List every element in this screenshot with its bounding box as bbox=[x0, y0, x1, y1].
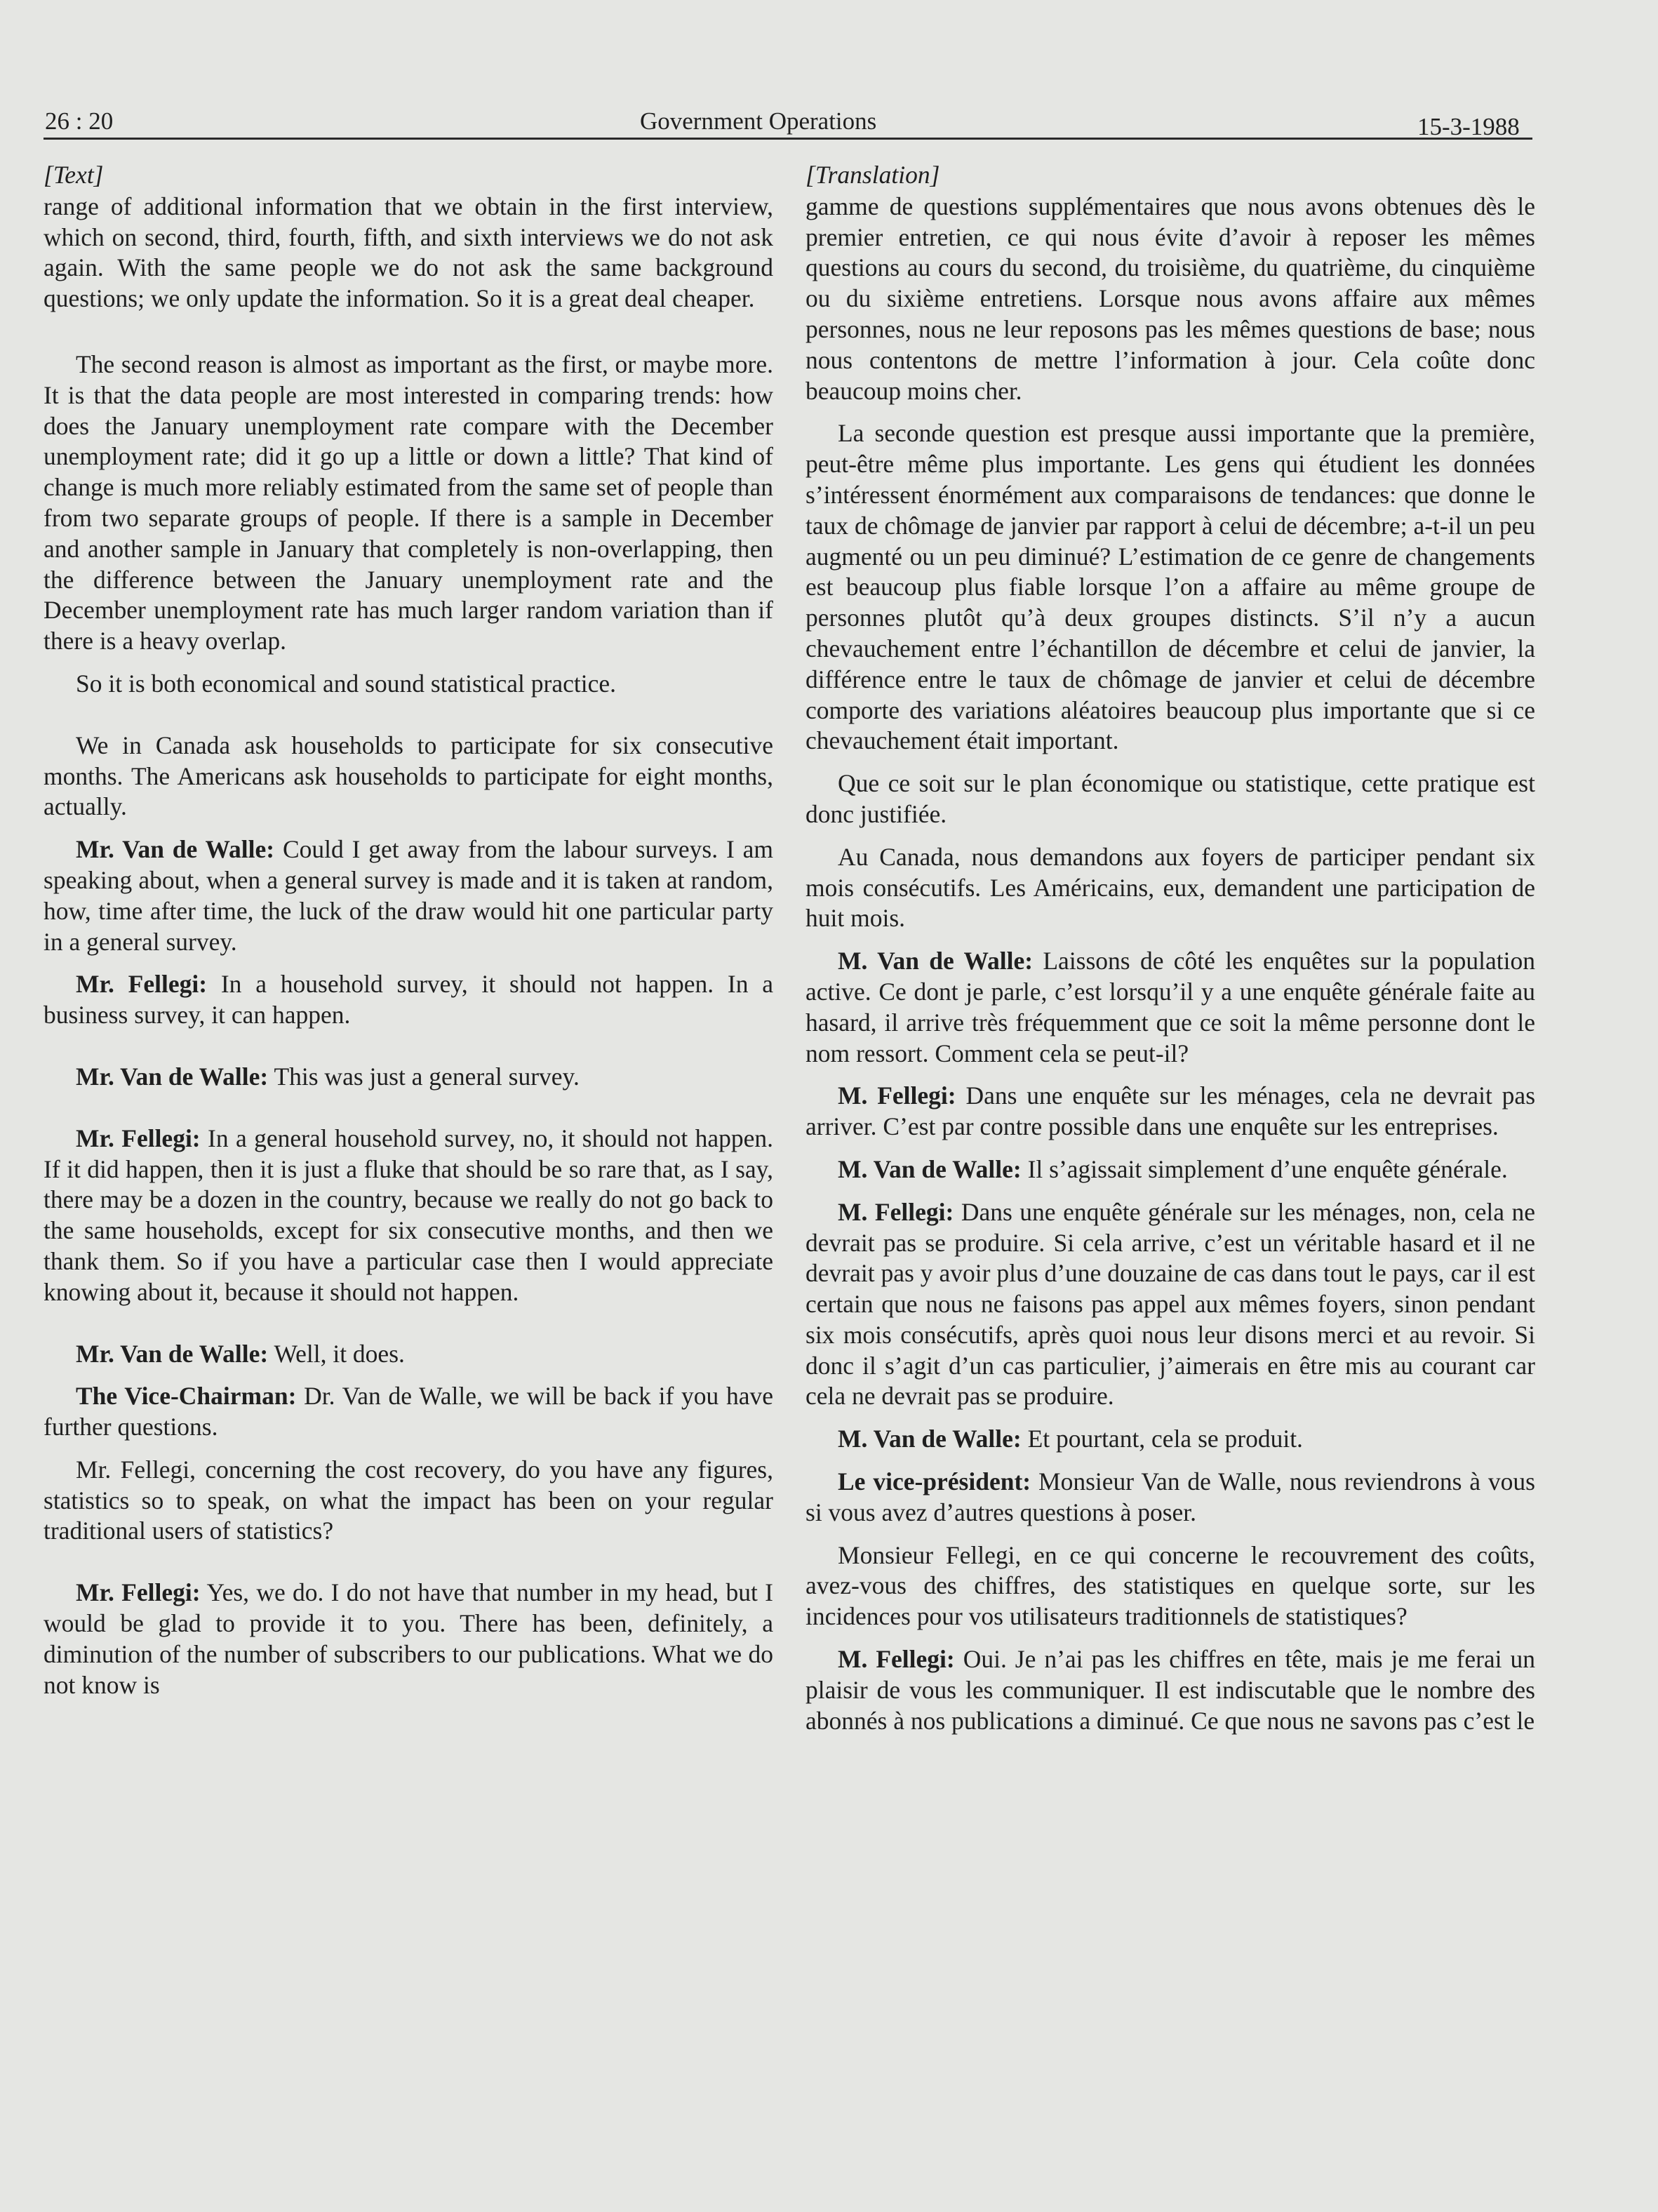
speech-text: Dans une enquête sur les ménages, cela ne devrait pas arriver. C’est par contre possible dans une enquête sur les entreprises. bbox=[805, 1081, 1536, 1141]
paragraph bbox=[44, 834, 773, 957]
page-date: 15-3-1988 bbox=[1417, 113, 1520, 140]
paragraph: Mr. Fellegi, concerning the cost recovery, do you have any figures, statistics so to speak, on what the impact has been on your regular traditional users of statistics? bbox=[44, 1455, 773, 1545]
speech-text: Il s’agissait simplement d’une enquête générale. bbox=[1027, 1154, 1508, 1183]
paragraph bbox=[44, 1062, 773, 1093]
speaker-name: Mr. Van de Walle: bbox=[76, 1339, 269, 1368]
french-column bbox=[805, 160, 1535, 1748]
speaker-name: M. Fellegi: bbox=[838, 1645, 955, 1674]
speaker-name: Mr. Van de Walle: bbox=[76, 835, 275, 864]
translation-label: [Translation] bbox=[805, 161, 940, 189]
paragraph bbox=[44, 1339, 773, 1370]
speaker-name: The Vice-Chairman: bbox=[76, 1382, 297, 1411]
paragraph bbox=[805, 1081, 1535, 1142]
speech-text: Dans une enquête générale sur les ménages, non, cela ne devrait pas se produire. Si cela arrive, c’est un véritable hasard et il ne devrait pas y avoir plus d’une douzaine de cas dans tout le pays, car il est certain que nous ne faisons pas appel aux mêmes foyers, sinon pendant six mois consécutifs, après quoi nous leur disons merci et au revoir. Si donc il s’agit d’un cas particulier, j’aimerais en être mis au courant car cela ne devrait pas se produire. bbox=[805, 1197, 1536, 1411]
speech-text: Could I get away from the labour surveys. I am speaking about, when a general survey is made and it is taken at random, how, time after time, the luck of the draw would hit one particular party in a general survey. bbox=[44, 835, 773, 956]
paragraph bbox=[44, 1578, 773, 1700]
speaker-name: Mr. Van de Walle: bbox=[76, 1062, 269, 1091]
speaker-name: M. Van de Walle: bbox=[838, 1154, 1022, 1183]
paragraph: The second reason is almost as important as the first, or maybe more. It is that the data people are most interested in comparing trends: how does the January unemployment rate compare with the December unemployment rate; did it go up a little or down a little? That kind of change is much more reliably estimated from the same set of people than from two separate groups of people. If there is a sample in December and another sample in January that completely is non-overlapping, then the difference between the January unemployment rate and the December unemployment rate has much larger random variation than if there is a heavy overlap. bbox=[44, 349, 773, 655]
paragraph: Monsieur Fellegi, en ce qui concerne le recouvrement des coûts, avez-vous des chiffres, des statistiques en quelque sorte, sur les incidences pour vos utilisateurs traditionnels de statistiques? bbox=[805, 1540, 1535, 1631]
speech-text: Et pourtant, cela se produit. bbox=[1027, 1425, 1303, 1453]
speech-text: Dr. Van de Walle, we will be back if you have further questions. bbox=[44, 1382, 773, 1441]
speech-text: Laissons de côté les enquêtes sur la population active. Ce dont je parle, c’est lorsqu’il y a une enquête générale faite au hasard, il arrive très fréquemment que ce soit la même personne dont le nom ressort. Comment cela se peut-il? bbox=[805, 947, 1536, 1067]
speech-text: Oui. Je n’ai pas les chiffres en tête, mais je me ferai un plaisir de vous les communiquer. Il est indiscutable que le nombre des abonnés à nos publications a diminué. Ce que nous ne savons pas c’est le bbox=[805, 1645, 1535, 1735]
paragraph bbox=[805, 1467, 1535, 1528]
speaker-name: M. Van de Walle: bbox=[838, 947, 1034, 975]
running-title: Government Operations bbox=[640, 107, 877, 135]
text-label: [Text] bbox=[44, 161, 104, 189]
paragraph: We in Canada ask households to participate for six consecutive months. The Americans ask households to participate for eight months, actually. bbox=[44, 731, 773, 821]
speaker-name: Mr. Fellegi: bbox=[76, 1124, 201, 1152]
speech-text: In a general household survey, no, it should not happen. If it did happen, then it is just a fluke that should be so rare that, as I say, there may be a dozen in the country, because we really do not go back to the same households, except for six consecutive months, and then we thank them. So if you have a particular case then I would appreciate knowing about it, because it should not happen. bbox=[44, 1124, 773, 1306]
english-column bbox=[44, 160, 773, 1712]
speech-text: In a household survey, it should not happen. In a business survey, it can happen. bbox=[44, 970, 774, 1030]
speaker-name: Mr. Fellegi: bbox=[76, 970, 208, 999]
paragraph bbox=[805, 1154, 1535, 1185]
speaker-name: M. Fellegi: bbox=[838, 1081, 956, 1110]
paragraph: gamme de questions supplémentaires que nous avons obtenues dès le premier entretien, ce qui nous évite d’avoir à reposer les mêmes questions au cours du second, du troisième, du quatrième, du cinquième ou du sixième entretiens. Lorsque nous avons affaire aux mêmes personnes, nous ne leur reposons pas les mêmes questions de base; nous nous contentons de mettre l’information à jour. Cela coûte donc beaucoup moins cher. bbox=[805, 192, 1535, 405]
paragraph: range of additional information that we obtain in the first interview, which on second, third, fourth, fifth, and sixth interviews we do not ask again. With the same people we do not ask the same background questions; we only update the information. So it is a great deal cheaper. bbox=[44, 192, 773, 313]
paragraph: So it is both economical and sound statistical practice. bbox=[76, 669, 616, 698]
paragraph: Que ce soit sur le plan économique ou statistique, cette pratique est donc justifiée. bbox=[805, 769, 1535, 828]
speech-text: Yes, we do. I do not have that number in my head, but I would be glad to provide it to you. There has been, definitely, a diminution of the number of subscribers to our publications. What we do not know is bbox=[44, 1578, 773, 1699]
speaker-name: Mr. Fellegi: bbox=[76, 1578, 201, 1607]
paragraph bbox=[44, 969, 773, 1031]
paragraph: La seconde question est presque aussi importante que la première, peut-être même plus importante. Les gens qui étudient les données s’intéressent énormément aux comparaisons de tendances: que donne le taux de chômage de janvier par rapport à celui de décembre; a-t-il un peu augmenté ou un peu diminué? L’estimation de ce genre de changements est beaucoup plus fiable lorsque l’on a affaire au même groupe de personnes plutôt qu’à deux groupes distincts. S’il n’y a aucun chevauchement entre l’échantillon de décembre et celui de janvier, la différence entre le taux de chômage de janvier et celui de décembre comporte des variations aléatoires beaucoup plus importante que si ce chevauchement était important. bbox=[805, 419, 1535, 755]
paragraph bbox=[805, 1644, 1535, 1736]
speaker-name: M. Fellegi: bbox=[838, 1197, 954, 1226]
header-rule bbox=[44, 138, 1532, 140]
paragraph bbox=[44, 1124, 773, 1308]
speech-text: This was just a general survey. bbox=[274, 1062, 580, 1091]
speaker-name: M. Van de Walle: bbox=[838, 1425, 1022, 1453]
paragraph bbox=[44, 1381, 773, 1443]
paragraph bbox=[805, 946, 1535, 1069]
speech-text: Monsieur Van de Walle, nous reviendrons à vous si vous avez d’autres questions à poser. bbox=[805, 1467, 1535, 1526]
speaker-name: Le vice-président: bbox=[838, 1467, 1031, 1496]
page-reference: 26 : 20 bbox=[45, 107, 114, 135]
speech-text: Well, it does. bbox=[274, 1339, 405, 1368]
paragraph bbox=[805, 1197, 1535, 1413]
paragraph bbox=[805, 1424, 1535, 1455]
paragraph: Au Canada, nous demandons aux foyers de participer pendant six mois consécutifs. Les Américains, eux, demandent une participation de huit mois. bbox=[805, 842, 1535, 933]
